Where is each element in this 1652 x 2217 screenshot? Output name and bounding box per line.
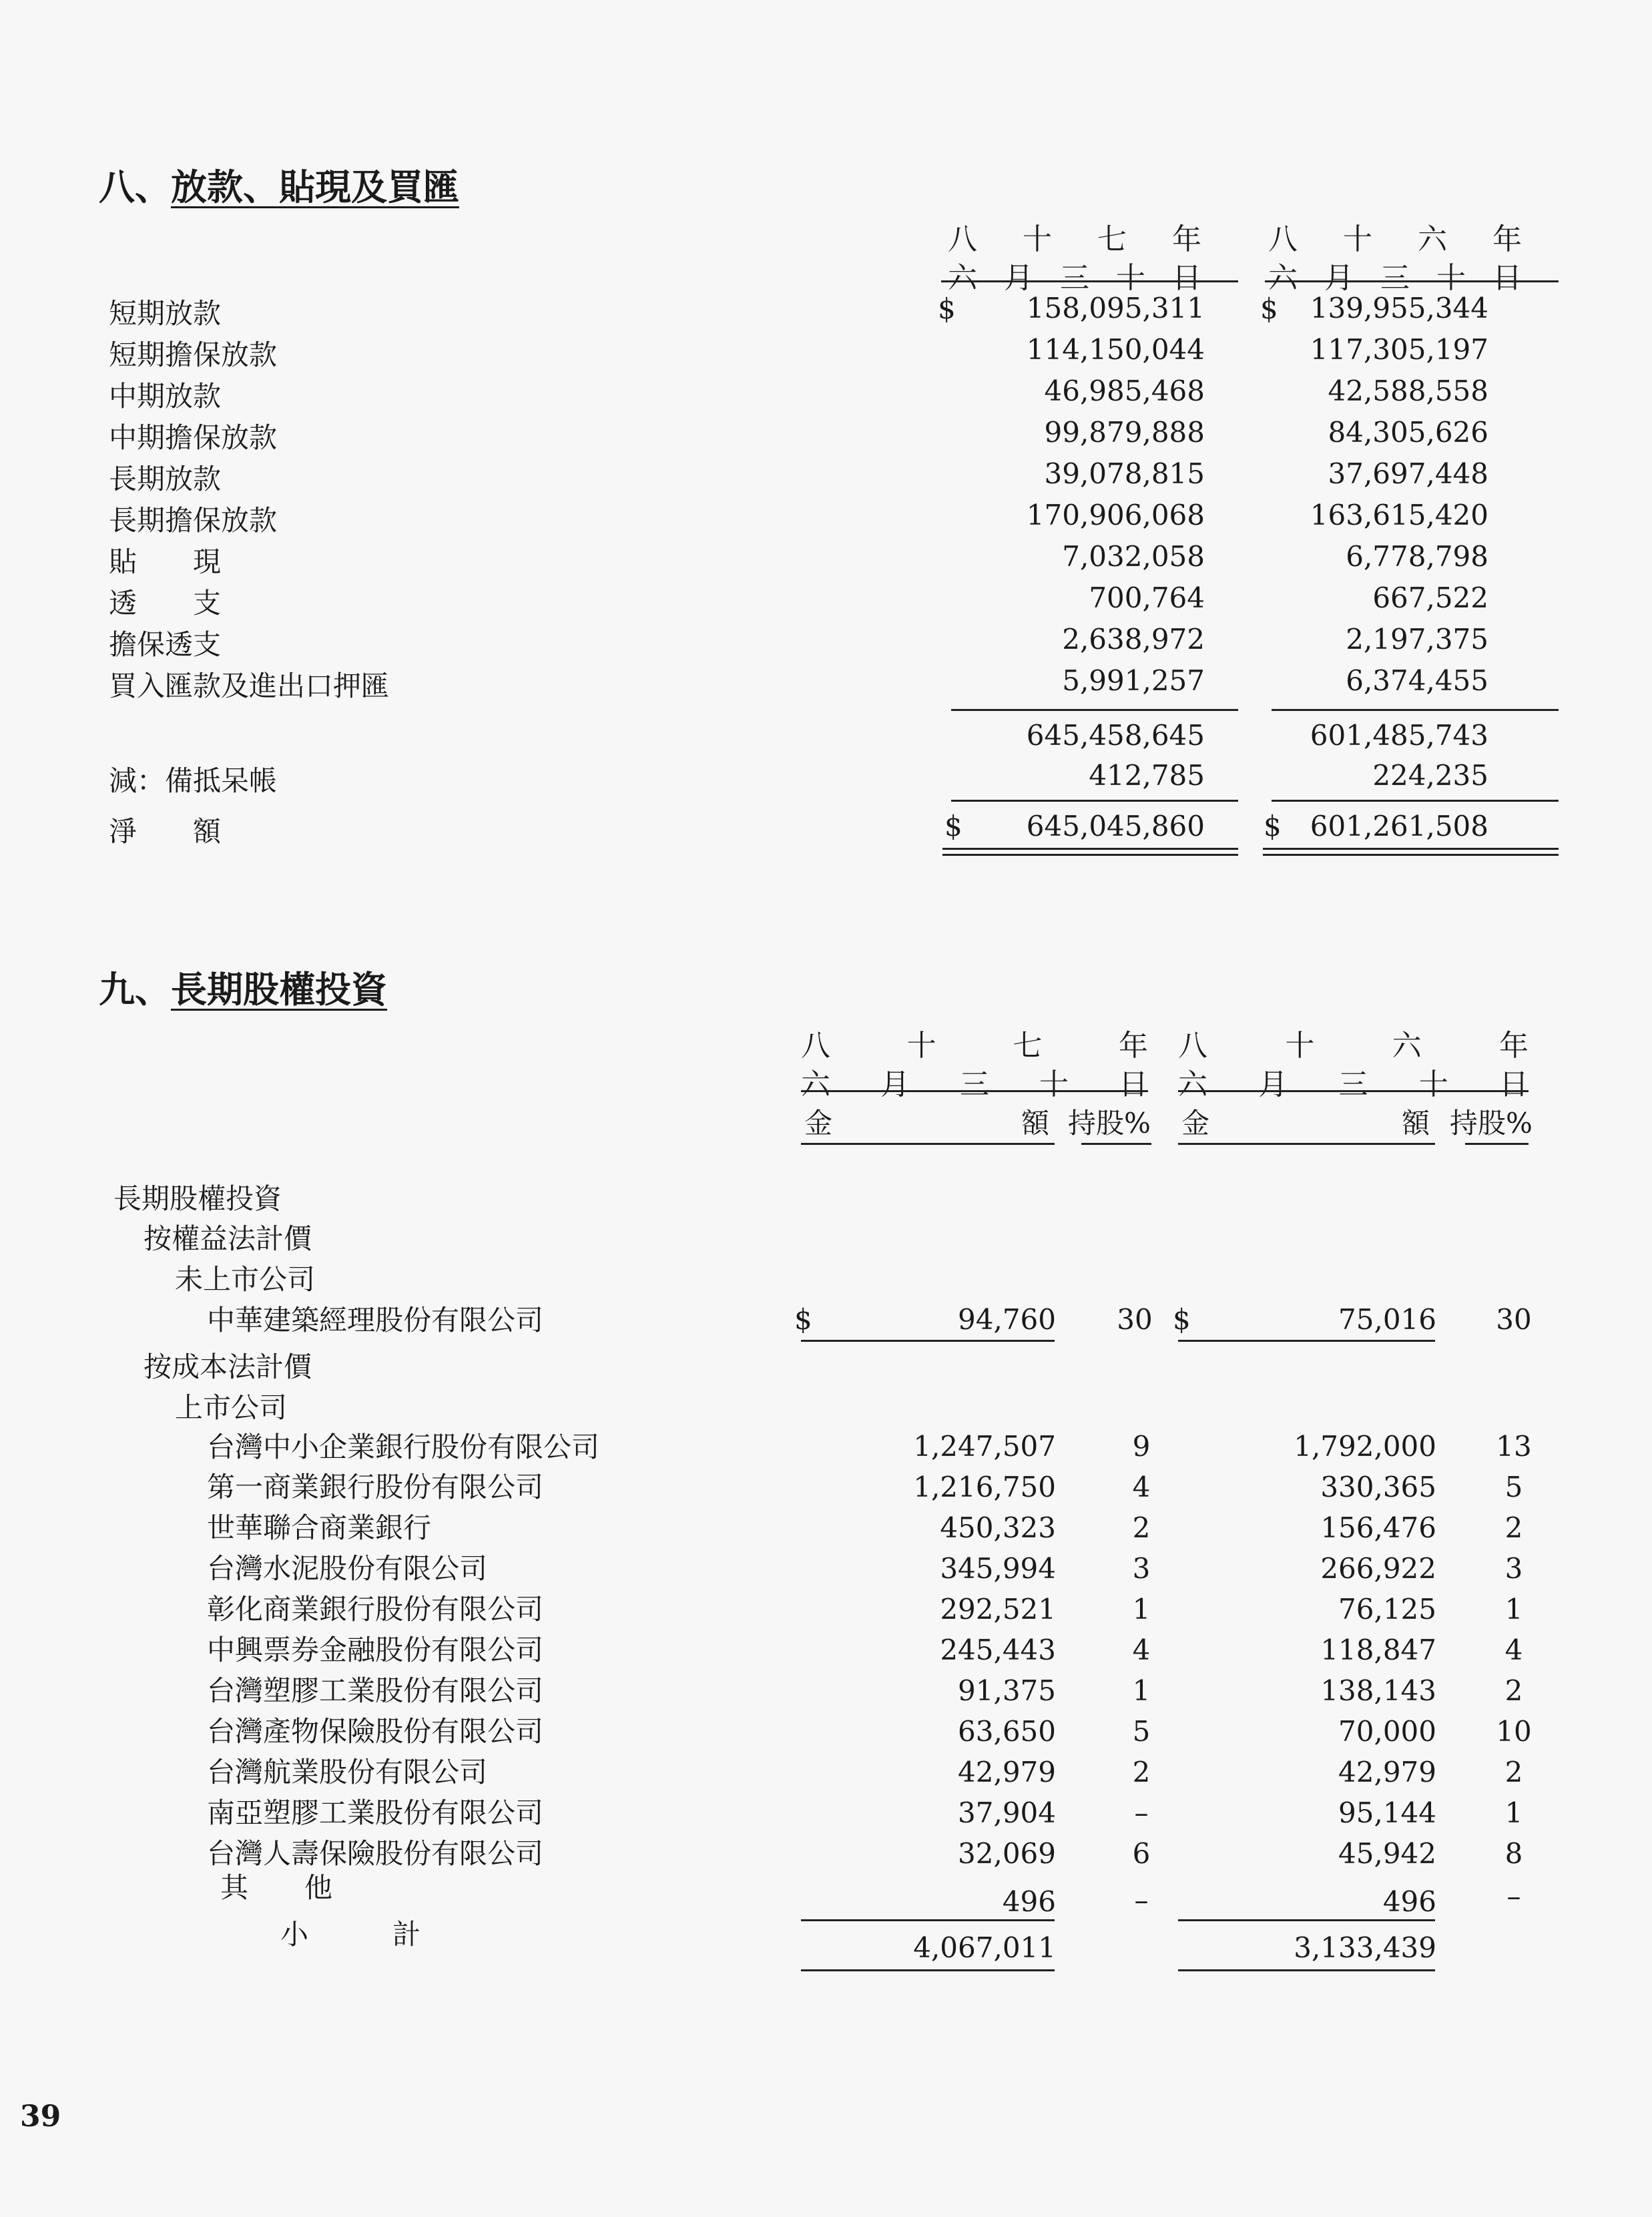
header-line2: 六 月 三 十 日 [1268,261,1522,295]
subheader-rule [1178,1143,1435,1145]
currency-symbol: $ [1260,292,1278,325]
amount-value: 95,144 [1338,1796,1436,1829]
subheader-rule [1465,1143,1529,1145]
pct-value: 30 [1496,1303,1532,1336]
amount-value: 37,904 [958,1796,1056,1829]
row-label: 中期擔保放款 [109,421,278,454]
pct-value: 3 [1132,1552,1151,1585]
row-label: 其 他 [220,1871,333,1904]
row-label: 台灣航業股份有限公司 [207,1756,488,1788]
amount-value: 330,365 [1320,1471,1436,1503]
row-value: 139,955,344 [1310,292,1488,324]
row-label: 買入匯款及進出口押匯 [109,670,390,702]
pct-value: 5 [1504,1471,1523,1503]
sum-rule [801,1919,1055,1921]
section9-title: 長期股權投資 [171,969,387,1011]
currency-symbol: $ [1173,1303,1191,1336]
amount-header-left: 金 [804,1107,833,1140]
row-label: 長期擔保放款 [109,504,278,537]
amount-value: 32,069 [958,1837,1056,1870]
row-value: 117,305,197 [1310,333,1488,366]
amount-value: 138,143 [1320,1674,1436,1707]
pct-value: 1 [1504,1593,1523,1626]
header-underline [941,280,1238,282]
net-label: 淨 額 [109,815,222,848]
amount-value: 292,521 [940,1593,1056,1626]
sum-rule [1272,800,1559,802]
row-label: 貼 現 [109,545,222,578]
header-line1: 八 十 六 年 [1268,222,1522,256]
row-label: 透 支 [109,587,222,620]
row-value: 163,615,420 [1310,499,1488,531]
row-label: 中華建築經理股份有限公司 [207,1304,544,1336]
currency-symbol: $ [1264,810,1282,842]
row-label: 世華聯合商業銀行 [207,1511,432,1544]
row-value: 158,095,311 [1026,292,1205,324]
header-line2: 六 月 三 十 日 [801,1067,1148,1101]
pct-value: 30 [1117,1303,1153,1336]
row-value: 37,697,448 [1328,457,1488,490]
less-value: 224,235 [1372,759,1488,792]
row-value: 39,078,815 [1044,457,1205,490]
row-value: 46,985,468 [1044,375,1205,407]
subtotal-label: 小 計 [280,1918,421,1951]
pct-value: 4 [1132,1471,1151,1503]
row-value: 667,522 [1372,581,1488,614]
row-label: 彰化商業銀行股份有限公司 [207,1593,544,1626]
amount-value: 42,979 [1338,1756,1436,1788]
page-number: 39 [20,2100,61,2134]
subtotal-value: 3,133,439 [1294,1931,1436,1964]
pct-value: 2 [1504,1756,1523,1788]
pct-value: 5 [1132,1715,1151,1748]
header-underline [1178,1090,1529,1092]
net-value: 645,045,860 [1026,810,1205,842]
currency-symbol: $ [938,292,956,325]
row-value: 170,906,068 [1026,499,1205,531]
row-value: 114,150,044 [1026,333,1205,366]
pct-value: 9 [1132,1430,1151,1463]
amount-header-left: 金 [1181,1107,1210,1140]
amount-value: 1,792,000 [1294,1430,1436,1463]
pct-value: 3 [1504,1552,1523,1585]
pct-header: 持股% [1450,1107,1533,1140]
currency-symbol: $ [944,810,962,842]
sum-rule [1178,1919,1435,1921]
sum-rule [801,1340,1055,1342]
row-label: 短期放款 [109,297,222,330]
double-rule [942,848,1238,856]
row-label: 擔保透支 [109,628,222,661]
header-line1: 八 十 六 年 [1178,1029,1529,1063]
pct-value: – [1134,1884,1149,1917]
amount-value: 496 [1382,1885,1436,1918]
category-label: 未上市公司 [175,1263,316,1296]
amount-value: 496 [1002,1885,1056,1918]
row-value: 700,764 [1089,581,1205,614]
row-value: 84,305,626 [1328,416,1488,449]
row-value: 6,374,455 [1346,664,1488,697]
pct-value: 8 [1504,1837,1523,1870]
pct-header: 持股% [1068,1107,1151,1140]
amount-value: 75,016 [1338,1303,1436,1336]
pct-value: 1 [1504,1796,1523,1829]
section9-number: 九、 [99,969,171,1011]
pct-value: 6 [1132,1837,1151,1870]
pct-value: 1 [1132,1593,1151,1626]
row-value: 2,197,375 [1346,623,1488,656]
amount-value: 450,323 [940,1511,1056,1544]
row-label: 長期放款 [109,463,222,495]
row-value: 2,638,972 [1062,623,1205,656]
pct-value: – [1506,1880,1521,1913]
less-label: 減：備抵呆帳 [109,764,278,797]
section9-heading [99,961,387,1013]
pct-value: – [1134,1796,1149,1829]
sum-rule [1178,1340,1435,1342]
amount-value: 42,979 [958,1756,1056,1788]
row-label: 台灣人壽保險股份有限公司 [207,1837,544,1870]
category-label: 按權益法計價 [144,1222,312,1255]
less-value: 412,785 [1089,759,1205,792]
sum-rule [1272,709,1559,711]
total-value: 645,458,645 [1026,719,1205,752]
amount-value: 63,650 [958,1715,1056,1748]
header-underline [801,1090,1148,1092]
section8-number: 八、 [99,166,171,208]
amount-value: 156,476 [1320,1511,1436,1544]
pct-value: 2 [1132,1756,1151,1788]
double-rule [1263,848,1559,856]
sum-rule [951,709,1238,711]
pct-value: 4 [1504,1634,1523,1666]
sum-rule [951,800,1238,802]
row-value: 6,778,798 [1346,540,1488,573]
amount-header-right: 額 [1402,1107,1430,1140]
amount-value: 1,247,507 [913,1430,1056,1463]
row-label: 台灣水泥股份有限公司 [207,1552,488,1585]
amount-value: 266,922 [1320,1552,1436,1585]
pct-value: 2 [1504,1511,1523,1544]
total-value: 601,485,743 [1310,719,1488,752]
subheader-rule [801,1143,1055,1145]
section8-heading [99,159,459,210]
row-value: 42,588,558 [1328,375,1488,407]
amount-value: 345,994 [940,1552,1056,1585]
sum-rule [801,1969,1055,1971]
pct-value: 4 [1132,1634,1151,1666]
pct-value: 1 [1132,1674,1151,1707]
sum-rule [1178,1969,1435,1971]
currency-symbol: $ [794,1303,812,1336]
row-value: 7,032,058 [1062,540,1205,573]
net-value: 601,261,508 [1310,810,1488,842]
row-label: 第一商業銀行股份有限公司 [207,1471,544,1503]
row-label: 短期擔保放款 [109,338,278,371]
row-label: 南亞塑膠工業股份有限公司 [207,1796,544,1829]
amount-value: 1,216,750 [913,1471,1056,1503]
amount-value: 70,000 [1338,1715,1436,1748]
amount-value: 76,125 [1338,1593,1436,1626]
amount-value: 118,847 [1320,1634,1436,1666]
amount-value: 94,760 [958,1303,1056,1336]
amount-header-right: 額 [1021,1107,1050,1140]
row-label: 台灣產物保險股份有限公司 [207,1715,544,1748]
pct-value: 2 [1132,1511,1151,1544]
pct-value: 13 [1496,1430,1532,1463]
row-label: 台灣中小企業銀行股份有限公司 [207,1431,600,1463]
row-label: 中興票券金融股份有限公司 [207,1634,544,1666]
section8-header-col2 [1268,215,1522,296]
header-underline [1265,280,1559,282]
amount-value: 91,375 [958,1674,1056,1707]
row-label: 台灣塑膠工業股份有限公司 [207,1674,544,1707]
category-label: 按成本法計價 [144,1350,312,1383]
amount-value: 45,942 [1338,1837,1436,1870]
section8-title: 放款、貼現及買匯 [171,166,459,208]
header-line2: 六 月 三 十 日 [1178,1067,1529,1101]
row-value: 5,991,257 [1062,664,1205,697]
pct-value: 10 [1496,1715,1532,1748]
row-value: 99,879,888 [1044,416,1205,449]
amount-value: 245,443 [940,1634,1056,1666]
category-label: 上市公司 [175,1391,288,1424]
header-line1: 八 十 七 年 [801,1029,1148,1063]
subtotal-value: 4,067,011 [913,1931,1056,1964]
subheader-rule [1081,1143,1151,1145]
header-line2: 六 月 三 十 日 [948,261,1201,295]
pct-value: 2 [1504,1674,1523,1707]
category-label: 長期股權投資 [113,1182,282,1215]
section8-header-col1 [948,215,1201,296]
header-line1: 八 十 七 年 [948,222,1201,256]
row-label: 中期放款 [109,380,222,413]
